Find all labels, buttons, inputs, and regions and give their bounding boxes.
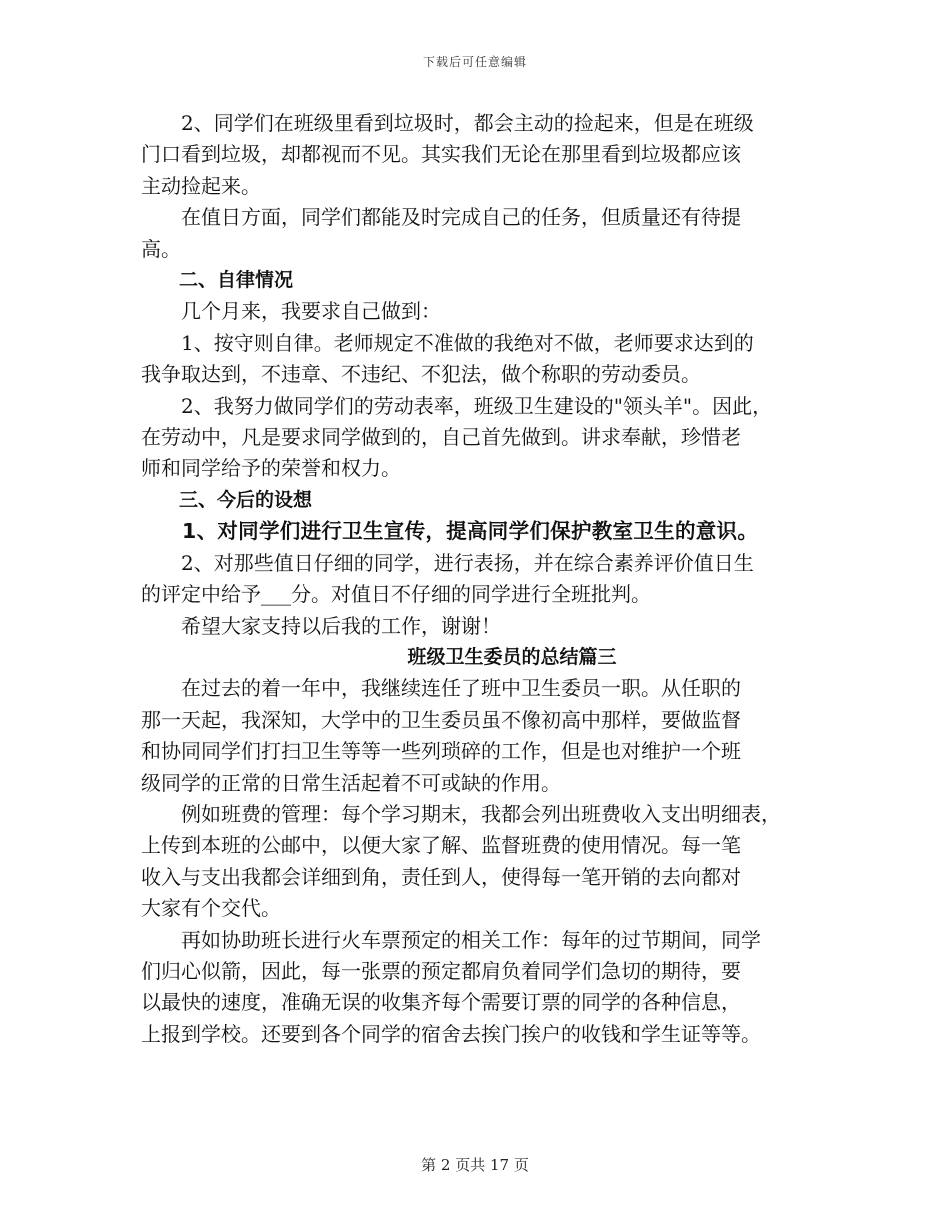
text-line: 再如协助班长进行火车票预定的相关工作：每年的过节期间，同学 xyxy=(181,927,761,952)
paragraph-rule-1 xyxy=(141,328,813,391)
text-line: 上传到本班的公邮中，以便大家了解、监督班费的使用情况。每一笔 xyxy=(141,833,741,858)
paragraph-duty xyxy=(141,202,813,265)
text-line: 门口看到垃圾，却都视而不见。其实我们无论在那里看到垃圾都应该 xyxy=(141,142,741,167)
section-heading-self-discipline: 二、自律情况 xyxy=(179,269,294,292)
text-line: 收入与支出我都会详细到角，责任到人，使得每一笔开销的去向都对 xyxy=(141,864,741,889)
text-line: 2、对那些值日仔细的同学，进行表扬，并在综合素养评价值日生 xyxy=(181,550,754,575)
page-footer: 第 2 页共 17 页 xyxy=(421,1156,529,1174)
paragraph-plan-2 xyxy=(141,548,813,611)
section-title: 班级卫生委员的总结篇三 xyxy=(407,645,617,668)
text-line: 们归心似箭，因此，每一张票的预定都肩负着同学们急切的期待，要 xyxy=(141,958,741,983)
text-line: 2、同学们在班级里看到垃圾时，都会主动的捡起来，但是在班级 xyxy=(181,111,754,135)
document-body xyxy=(141,108,813,1050)
section-heading-future-plans: 三、今后的设想 xyxy=(179,488,313,511)
text-line: 主动捡起来。 xyxy=(141,173,261,198)
paragraph-train-tickets xyxy=(141,925,813,1051)
text-line: 那一天起，我深知，大学中的卫生委员虽不像初高中那样，要做监督 xyxy=(141,707,741,732)
text-line: 和协同同学们打扫卫生等等一些列琐碎的工作，但是也对维护一个班 xyxy=(141,739,741,764)
text-line: 1、按守则自律。老师规定不准做的我绝对不做，老师要求达到的 xyxy=(181,330,754,355)
text-line: 2、我努力做同学们的劳动表率，班级卫生建设的"领头羊"。因此， xyxy=(181,393,773,418)
text-line: 在值日方面，同学们都能及时完成自己的任务，但质量还有待提 xyxy=(181,205,741,230)
text-line: 以最快的速度，准确无误的收集齐每个需要订票的同学的各种信息， xyxy=(141,990,741,1015)
text-line: 在过去的着一年中，我继续连任了班中卫生委员一职。从任职的 xyxy=(181,676,741,701)
text-line: 上报到学校。还要到各个同学的宿舍去挨门挨户的收钱和学生证等等。 xyxy=(141,1021,761,1046)
text-line: 在劳动中，凡是要求同学做到的，自己首先做到。讲求奉献，珍惜老 xyxy=(141,425,741,450)
plan-item-1: 1、对同学们进行卫生宣传，提高同学们保护教室卫生的意识。 xyxy=(182,519,759,544)
text-line: 师和同学给予的荣誉和权力。 xyxy=(141,456,401,481)
paragraph-item-2 xyxy=(141,108,813,202)
paragraph-rule-2 xyxy=(141,391,813,485)
page-header: 下载后可任意编辑 xyxy=(422,55,527,69)
paragraph-months: 几个月来，我要求自己做到： xyxy=(181,299,441,324)
text-line: 的评定中给予___分。对值日不仔细的同学进行全班批判。 xyxy=(141,582,651,607)
text-line: 高。 xyxy=(141,236,181,261)
paragraph-class-fee xyxy=(141,799,813,925)
text-line: 我争取达到，不违章、不违纪、不犯法，做个称职的劳动委员。 xyxy=(141,362,701,387)
text-line: 例如班费的管理：每个学习期末，我都会列出班费收入支出明细表， xyxy=(181,801,781,826)
paragraph-past-year xyxy=(141,673,813,799)
text-line: 大家有个交代。 xyxy=(141,896,281,921)
text-line: 级同学的正常的日常生活起着不可或缺的作用。 xyxy=(141,770,561,795)
paragraph-thanks: 希望大家支持以后我的工作，谢谢！ xyxy=(181,613,501,638)
